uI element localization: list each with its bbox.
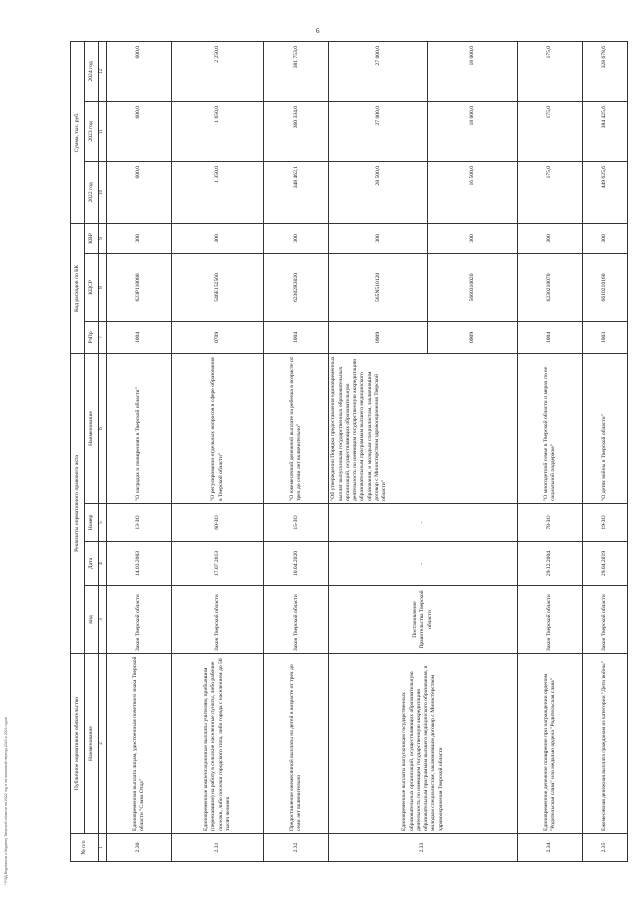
column-index: 2 — [99, 654, 107, 834]
header-act-group: Реквизиты нормативного правового акта — [71, 353, 85, 653]
column-index: 4 — [99, 542, 107, 586]
sum-2022: 28 500,0 — [329, 161, 428, 223]
sum-2022: 449 625,6 — [583, 161, 628, 223]
act-name: "О многодетной семье в Тверской области и мерах по ее социальной поддержке" — [517, 353, 582, 503]
obligation-name: Единовременное денежное поощрение при награждении орденом "Родительская слава" или медалью ордена "Родительская слава" — [517, 654, 582, 834]
rzpr: 0909 — [428, 321, 518, 353]
act-number: 15-ЗО — [264, 504, 329, 542]
header-num: № п/п — [71, 834, 99, 862]
column-index: 3 — [99, 586, 107, 654]
table-row — [517, 41, 582, 861]
act-type: Закон Тверской области — [107, 586, 172, 654]
header-act-date: Дата — [85, 542, 99, 586]
side-note: * РЭД Ведомости к бюджету Тверской области на 2022 год и на плановый период 2023 и 2024 годов — [4, 717, 8, 885]
column-index: 10 — [99, 161, 107, 223]
row-num: 2.32 — [264, 834, 329, 862]
column-index: 1 — [99, 834, 107, 862]
sum-2024: 18 000,0 — [428, 41, 518, 101]
sum-2023: 360 334,0 — [264, 101, 329, 161]
sum-2022: 348 462,1 — [264, 161, 329, 223]
act-name: "О ежемесячной денежной выплате на ребенка в возрасте от трех до семи лет включительно" — [264, 353, 329, 503]
column-index: 7 — [99, 321, 107, 353]
act-number: 13-ЗО — [107, 504, 172, 542]
rzpr: 0909 — [329, 321, 428, 353]
act-date: 29.04.2019 — [583, 542, 628, 586]
obligation-name: Единовременные компенсационные выплаты учителям, прибывшим (переехавшим) на работу в сельские населенные пункты, либо рабочие поселки, либо поселки городского типа, либо города с населением до 50 тысяч человек — [172, 654, 264, 834]
sum-2024: 2 250,0 — [172, 41, 264, 101]
sum-2022: 600,0 — [107, 161, 172, 223]
column-index: 6 — [99, 353, 107, 503]
sum-2024: 328 678,6 — [583, 41, 628, 101]
act-date: 17.07.2013 — [172, 542, 264, 586]
column-index: 5 — [99, 504, 107, 542]
rzpr: 1003 — [583, 321, 628, 353]
kvr: 300 — [329, 223, 428, 253]
sum-2023: 18 000,0 — [428, 101, 518, 161]
sum-2024: 600,0 — [107, 41, 172, 101]
kcsr: 546Е152560 — [172, 253, 264, 321]
kvr: 300 — [172, 223, 264, 253]
obligation-name: Предоставление ежемесячной выплаты на детей в возрасте от трех до семи лет включительно — [264, 654, 329, 834]
sum-2023: 27 000,0 — [329, 101, 428, 161]
column-index: 11 — [99, 101, 107, 161]
header-sum-group: Сумма, тыс. руб. — [71, 41, 85, 223]
act-name: "О наградах и поощрениях в Тверской области" — [107, 353, 172, 503]
act-number: 78-ЗО — [517, 504, 582, 542]
table-row — [107, 41, 172, 861]
kcsr: 5660310020 — [428, 253, 518, 321]
row-num: 2.30 — [107, 834, 172, 862]
public-obligations-table — [70, 41, 628, 862]
kvr: 300 — [517, 223, 582, 253]
act-date: 29.12.2004 — [517, 542, 582, 586]
rotated-document-page — [70, 42, 628, 862]
sum-2023: 384 425,6 — [583, 101, 628, 161]
header-act-number: Номер — [85, 504, 99, 542]
kvr: 300 — [583, 223, 628, 253]
kcsr: 62302R3020 — [264, 253, 329, 321]
act-date: 14.03.2003 — [107, 542, 172, 586]
act-name: "Об утверждении Порядка предоставления единовременных выплат выпускникам государственных образовательных организаций, осуществляющих образовательную деятельность по имеющим государственную аккредитацию образовательным программам высшего медицинского образования, и молодым специалистам, заключившим договор с Министерством здравоохранения Тверской области" — [329, 353, 518, 503]
row-num: 2.31 — [172, 834, 264, 862]
rzpr: 0709 — [172, 321, 264, 353]
sum-2023: 1 650,0 — [172, 101, 264, 161]
act-name: "О детях войны в Тверской области" — [583, 353, 628, 503]
table-row — [329, 41, 428, 861]
header-act-name: Наименование — [85, 353, 99, 503]
obligation-name: Единовременная выплата лицам, удостоенным почетного знака Тверской области "Слава Отца" — [107, 654, 172, 834]
table-row — [172, 41, 264, 861]
header-obligation-name: Наименование — [85, 654, 99, 834]
act-type: Закон Тверской области — [583, 586, 628, 654]
sum-2024: 27 000,0 — [329, 41, 428, 101]
kcsr: 623Р110080 — [107, 253, 172, 321]
table-row — [583, 41, 628, 861]
act-number: 19-ЗО — [583, 504, 628, 542]
obligation-name: Единовременные выплаты выпускникам государственных образовательных организаций, осуществляющих образовательную деятельность по имеющим государственную аккредитацию образовательным программам высшего медицинского образования, и молодым специалистам, заключившим договор с Министерством здравоохранения Тверской области — [329, 654, 518, 834]
header-year-2022: 2022 год — [85, 161, 99, 223]
act-number: 60-ЗО — [172, 504, 264, 542]
header-year-2024: 2024 год — [85, 41, 99, 101]
header-kvr: КВР — [85, 223, 99, 253]
rzpr: 1004 — [517, 321, 582, 353]
header-budget-code-group: Код расходов по БК — [71, 223, 85, 353]
sum-2024: 175,0 — [517, 41, 582, 101]
rzpr: 1004 — [264, 321, 329, 353]
header-rzpr: РзПр — [85, 321, 99, 353]
sum-2023: 175,0 — [517, 101, 582, 161]
act-type: Закон Тверской области — [517, 586, 582, 654]
page-number: 6 — [316, 27, 320, 35]
kcsr: 6610210160 — [583, 253, 628, 321]
column-index: 12 — [99, 41, 107, 101]
column-index-row — [99, 41, 107, 861]
header-obligation-group: Публичное нормативное обязательство — [71, 654, 85, 834]
act-type: Закон Тверской области — [172, 586, 264, 654]
act-type: Закон Тверской области — [264, 586, 329, 654]
header-kcsr: КЦСР — [85, 253, 99, 321]
kcsr: 565N510120 — [329, 253, 428, 321]
row-num: 2.34 — [517, 834, 582, 862]
header-year-2023: 2023 год — [85, 101, 99, 161]
act-date: - — [329, 542, 518, 586]
header-act-type: вид — [85, 586, 99, 654]
sum-2022: 175,0 — [517, 161, 582, 223]
kvr: 300 — [264, 223, 329, 253]
sum-2024: 381 753,0 — [264, 41, 329, 101]
row-num: 2.33 — [329, 834, 518, 862]
act-date: 10.04.2020 — [264, 542, 329, 586]
sum-2023: 600,0 — [107, 101, 172, 161]
sum-2022: 1 350,0 — [172, 161, 264, 223]
column-index: 9 — [99, 223, 107, 253]
row-num: 2.35 — [583, 834, 628, 862]
rzpr: 1004 — [107, 321, 172, 353]
table-row — [264, 41, 329, 861]
kvr: 300 — [428, 223, 518, 253]
kvr: 300 — [107, 223, 172, 253]
act-number: - — [329, 504, 518, 542]
obligation-name: Ежемесячная денежная выплата гражданам из категории "Дети войны" — [583, 654, 628, 834]
sum-2022: 16 500,0 — [428, 161, 518, 223]
column-index: 8 — [99, 253, 107, 321]
act-name: "О регулировании отдельных вопросов в сфере образования в Тверской области" — [172, 353, 264, 503]
kcsr: 6230210070 — [517, 253, 582, 321]
act-type: Постановление Правительства Тверской области — [329, 586, 518, 654]
